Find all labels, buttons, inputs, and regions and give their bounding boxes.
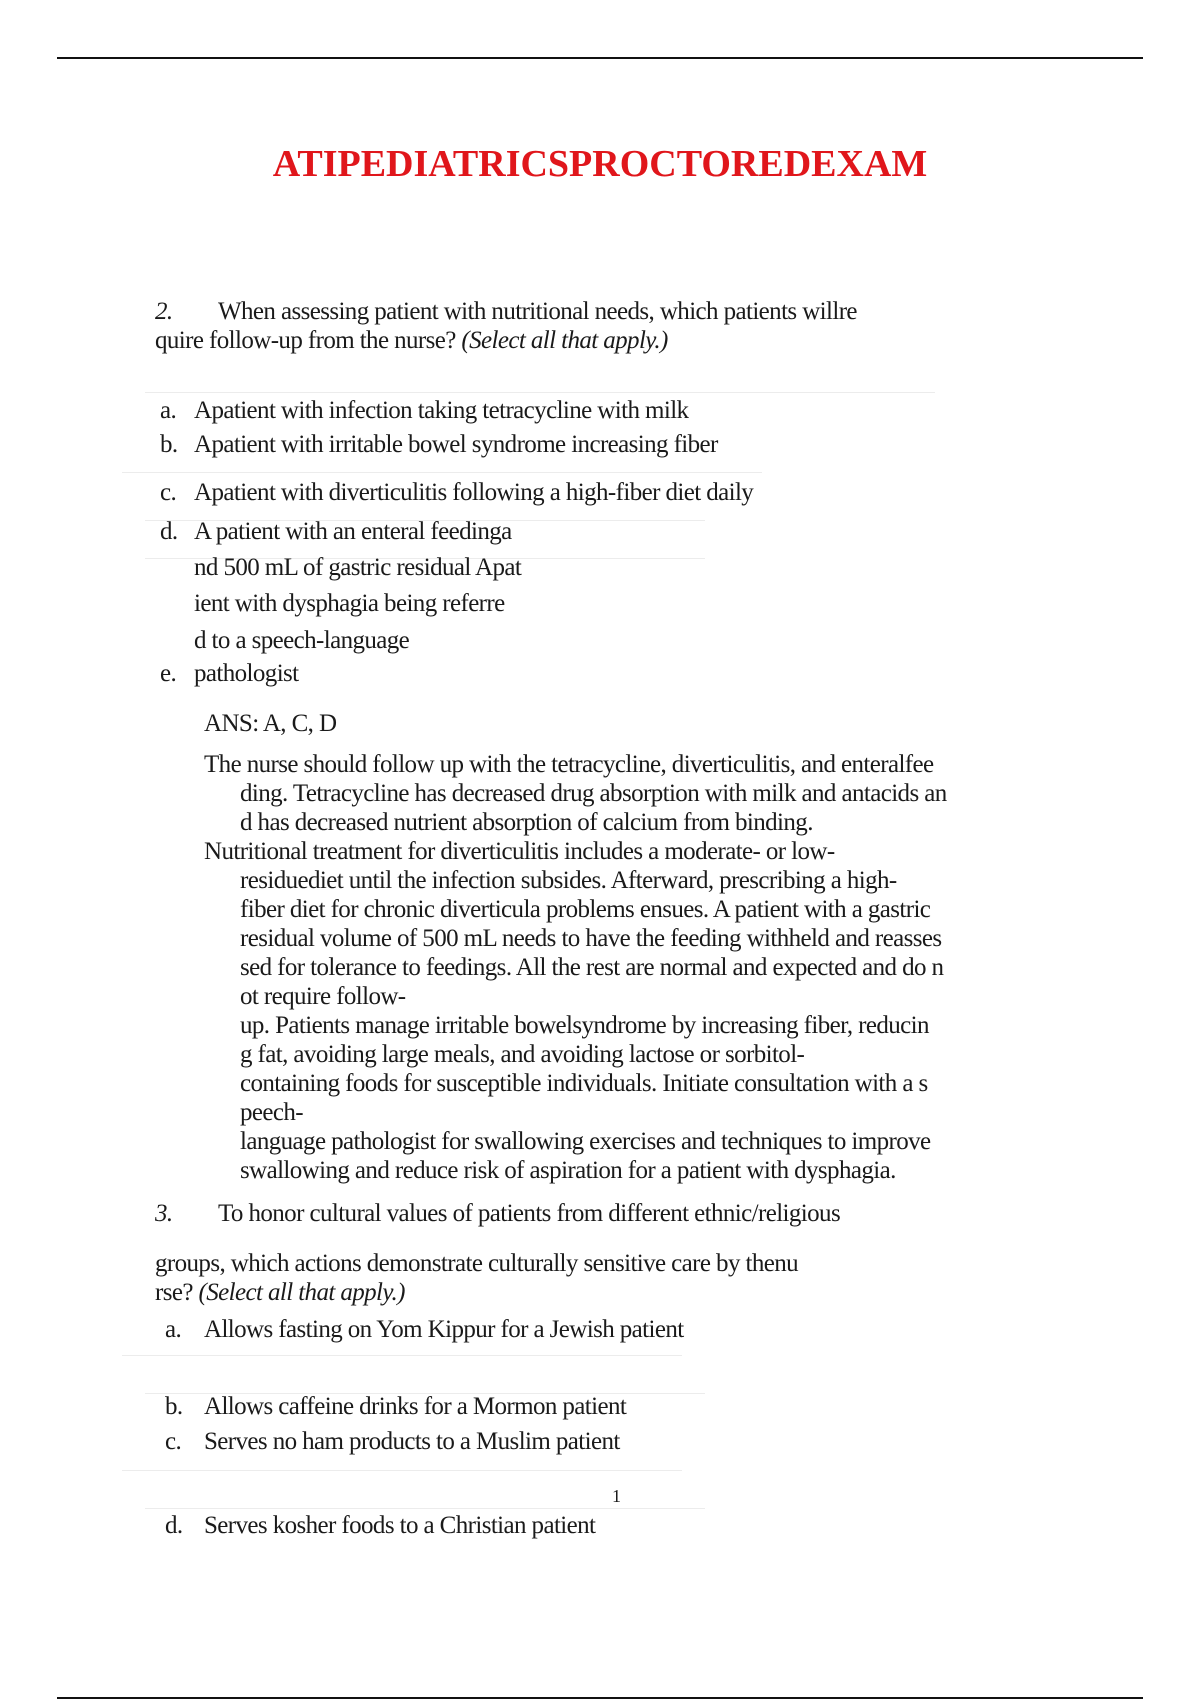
question-2-instruction: (Select all that apply.) <box>461 327 668 354</box>
question-3-stem-line1: To honor cultural values of patients from different ethnic/religious <box>218 1200 841 1227</box>
rationale-line: residual volume of 500 mL needs to have the feeding withheld and reasses <box>240 925 942 952</box>
q3-option-b: Allows caffeine drinks for a Mormon patient <box>204 1393 627 1420</box>
q3-option-letter: c. <box>165 1428 182 1455</box>
q3-option-letter: b. <box>165 1393 183 1420</box>
q2-option-b: Apatient with irritable bowel syndrome increasing fiber <box>194 431 718 458</box>
q3-option-letter: a. <box>165 1316 182 1343</box>
q3-option-d: Serves kosher foods to a Christian patient <box>204 1512 596 1539</box>
q2-option-letter: e. <box>160 660 177 687</box>
q3-option-letter: d. <box>165 1512 183 1539</box>
q2-option-letter: c. <box>160 479 177 506</box>
rationale-line: language pathologist for swallowing exercises and techniques to improve <box>240 1128 931 1155</box>
q2-option-c: Apatient with diverticulitis following a high-fiber diet daily <box>194 479 754 506</box>
q2-option-e: pathologist <box>194 660 299 687</box>
rationale-line: ot require follow- <box>240 983 406 1010</box>
rationale-line: Nutritional treatment for diverticulitis includes a moderate- or low- <box>204 838 835 865</box>
rationale-line: up. Patients manage irritable bowelsyndrome by increasing fiber, reducin <box>240 1012 929 1039</box>
q2-option-letter: a. <box>160 397 177 424</box>
question-3-instruction: (Select all that apply.) <box>198 1279 405 1306</box>
question-2-number: 2. <box>155 298 173 325</box>
divider <box>122 472 762 473</box>
rationale-line: sed for tolerance to feedings. All the rest are normal and expected and do n <box>240 954 944 981</box>
q2-option-a: Apatient with infection taking tetracycline with milk <box>194 397 689 424</box>
question-3-stem-line3: rse? (Select all that apply.) <box>155 1279 405 1306</box>
q3-option-c: Serves no ham products to a Muslim patient <box>204 1428 620 1455</box>
rationale-line: The nurse should follow up with the tetracycline, diverticulitis, and enteralfee <box>204 751 934 778</box>
q2-option-d-cont: ient with dysphagia being referre <box>194 590 505 617</box>
page-number: 1 <box>612 1486 621 1506</box>
rationale-line: fiber diet for chronic diverticula problems ensues. A patient with a gastric <box>240 896 931 923</box>
rationale-line: containing foods for susceptible individuals. Initiate consultation with a s <box>240 1070 928 1097</box>
divider <box>122 1470 682 1471</box>
rationale-line: ding. Tetracycline has decreased drug absorption with milk and antacids an <box>240 780 947 807</box>
document-title: ATIPEDIATRICSPROCTOREDEXAM <box>272 143 928 185</box>
q3-option-a: Allows fasting on Yom Kippur for a Jewish patient <box>204 1316 684 1343</box>
question-3-number: 3. <box>155 1200 173 1227</box>
rationale-line: g fat, avoiding large meals, and avoiding lactose or sorbitol- <box>240 1041 805 1068</box>
rationale-line: swallowing and reduce risk of aspiration for a patient with dysphagia. <box>240 1157 896 1184</box>
q2-option-d-cont: nd 500 mL of gastric residual Apat <box>194 554 522 581</box>
rationale-line: d has decreased nutrient absorption of calcium from binding. <box>240 809 813 836</box>
divider <box>145 1508 705 1509</box>
question-3-stem-line2: groups, which actions demonstrate culturally sensitive care by thenu <box>155 1250 799 1277</box>
divider <box>145 392 935 393</box>
q2-answer: ANS: A, C, D <box>204 710 337 737</box>
q2-option-d-cont: d to a speech-language <box>194 627 410 654</box>
question-2-stem-line1: When assessing patient with nutritional needs, which patients willre <box>218 298 857 325</box>
q2-option-letter: d. <box>160 518 178 545</box>
top-rule <box>57 57 1143 59</box>
rationale-line: residuediet until the infection subsides. Afterward, prescribing a high- <box>240 867 897 894</box>
bottom-rule <box>57 1697 1143 1699</box>
divider <box>122 1355 682 1356</box>
q2-option-letter: b. <box>160 431 178 458</box>
q2-option-d: A patient with an enteral feedinga <box>194 518 512 545</box>
rationale-line: peech- <box>240 1099 304 1126</box>
question-2-stem-line2: quire follow-up from the nurse? (Select all that apply.) <box>155 327 668 354</box>
